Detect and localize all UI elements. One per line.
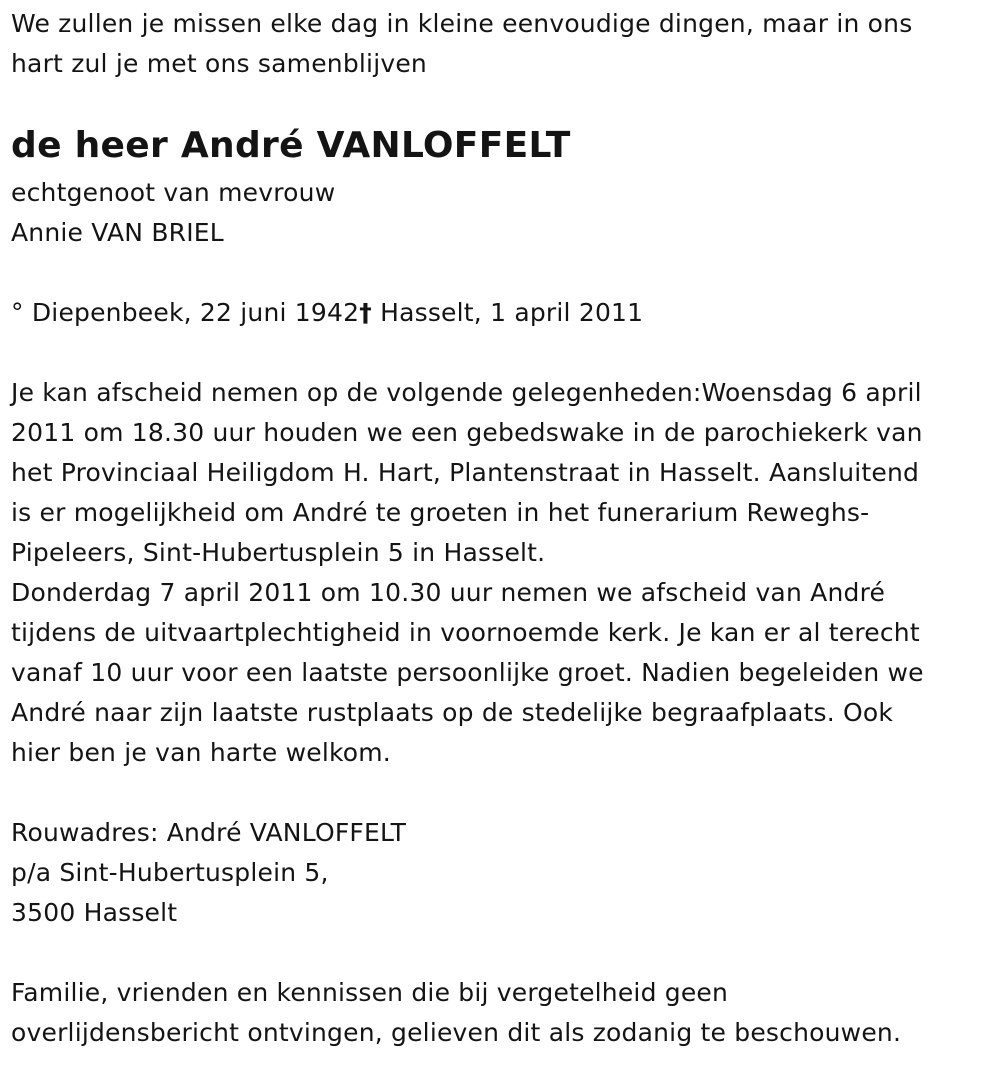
motto-line: We zullen je missen elke dag in kleine eenvoudige dingen, maar in ons	[11, 9, 913, 38]
ceremony-line: Donderdag 7 april 2011 om 10.30 uur nemen we afscheid van André	[11, 578, 886, 607]
address-line: 3500 Hasselt	[11, 898, 178, 927]
life-dates-line	[11, 293, 643, 333]
ceremony-line: het Provinciaal Heiligdom H. Hart, Plantenstraat in Hasselt. Aansluitend	[11, 458, 920, 487]
motto-text	[11, 4, 912, 84]
ceremony-text	[11, 373, 924, 773]
ceremony-line: hier ben je van harte welkom.	[11, 738, 391, 767]
ceremony-line: Je kan afscheid nemen op de volgende gelegenheden:Woensdag 6 april	[11, 378, 922, 407]
ceremony-line: 2011 om 18.30 uur houden we een gebedswake in de parochiekerk van	[11, 418, 923, 447]
deceased-name: de heer André VANLOFFELT	[11, 125, 571, 166]
mourning-address	[11, 813, 406, 933]
spouse-line: Annie VAN BRIEL	[11, 218, 224, 247]
life-dates	[11, 293, 643, 333]
cross-icon: †	[359, 298, 372, 327]
ceremony-line: vanaf 10 uur voor een laatste persoonlijke groet. Nadien begeleiden we	[11, 658, 924, 687]
ceremony-line: tijdens de uitvaartplechtigheid in voornoemde kerk. Je kan er al terecht	[11, 618, 920, 647]
address-line: p/a Sint-Hubertusplein 5,	[11, 858, 329, 887]
ceremony-line: Pipeleers, Sint-Hubertusplein 5 in Hasselt.	[11, 538, 546, 567]
motto-line: hart zul je met ons samenblijven	[11, 49, 427, 78]
notice-line: overlijdensbericht ontvingen, gelieven dit als zodanig te beschouwen.	[11, 1018, 902, 1047]
spouse-info	[11, 173, 335, 253]
birth-text: ° Diepenbeek, 22 juni 1942	[11, 298, 360, 327]
address-line: Rouwadres: André VANLOFFELT	[11, 818, 407, 847]
notice-text	[11, 973, 901, 1053]
ceremony-line: is er mogelijkheid om André te groeten in het funerarium Reweghs-	[11, 498, 870, 527]
notice-line: Familie, vrienden en kennissen die bij vergetelheid geen	[11, 978, 729, 1007]
spouse-line: echtgenoot van mevrouw	[11, 178, 336, 207]
death-text: Hasselt, 1 april 2011	[371, 298, 644, 327]
ceremony-line: André naar zijn laatste rustplaats op de stedelijke begraafplaats. Ook	[11, 698, 894, 727]
